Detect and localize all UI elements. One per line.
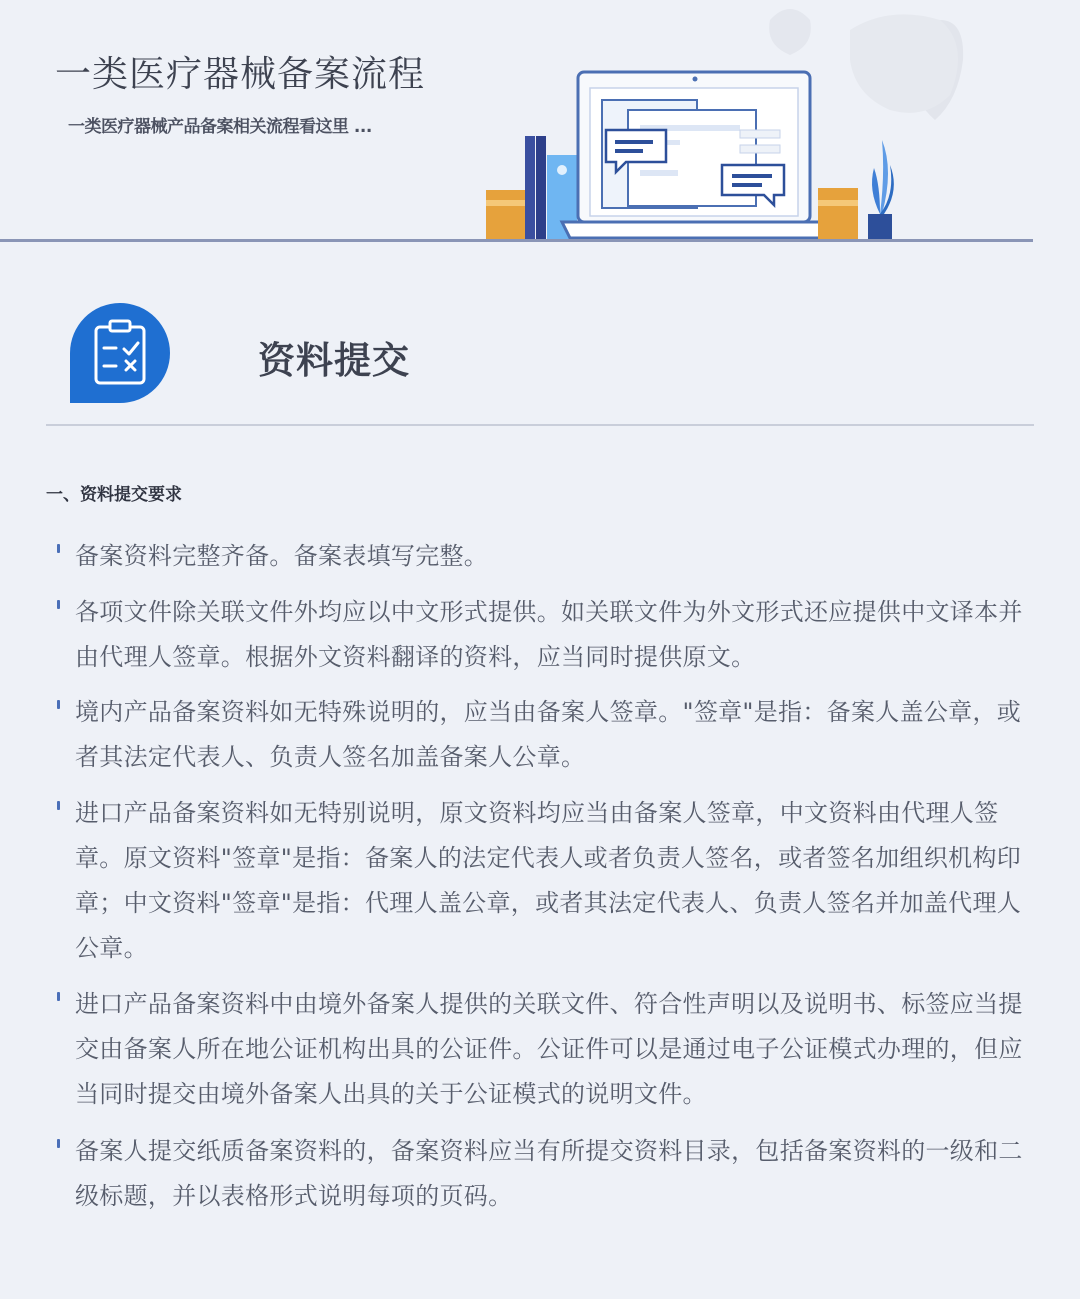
section-title: 资料提交 xyxy=(258,339,410,382)
bullet-icon xyxy=(57,1139,60,1148)
list-item xyxy=(75,791,1030,971)
header-banner xyxy=(0,0,1080,245)
list-item-text: 进口产品备案资料中由境外备案人提供的关联文件、符合性声明以及说明书、标签应当提交由备案人所在地公证机构出具的公证件。公证件可以是通过电子公证模式办理的，但应当同时提交由境外备案人出具的关于公证模式的说明文件。 xyxy=(75,990,1023,1108)
bullet-icon xyxy=(57,600,60,609)
list-item-text: 各项文件除关联文件外均应以中文形式提供。如关联文件为外文形式还应提供中文译本并由代理人签章。根据外文资料翻译的资料，应当同时提供原文。 xyxy=(75,598,1023,671)
bullet-icon xyxy=(57,700,60,709)
list-item xyxy=(75,982,1030,1117)
list-item xyxy=(75,690,1030,780)
list-item-text: 备案资料完整齐备。备案表填写完整。 xyxy=(75,542,489,570)
list-item-text: 进口产品备案资料如无特别说明，原文资料均应当由备案人签章，中文资料由代理人签章。原文资料"签章"是指：备案人的法定代表人或者负责人签名，或者签名加组织机构印章；中文资料"签章"是指：代理人盖公章，或者其法定代表人、负责人签名并加盖代理人公章。 xyxy=(75,799,1022,962)
bullet-icon xyxy=(57,992,60,1001)
laptop-illustration-icon xyxy=(470,0,1030,242)
bullet-icon xyxy=(57,801,60,810)
bullet-icon xyxy=(57,544,60,553)
clipboard-checklist-icon xyxy=(70,303,170,403)
list-item-text: 境内产品备案资料如无特殊说明的，应当由备案人签章。"签章"是指：备案人盖公章，或者其法定代表人、负责人签名加盖备案人公章。 xyxy=(75,698,1022,771)
list-item xyxy=(75,590,1030,680)
page-title: 一类医疗器械备案流程 xyxy=(55,54,426,95)
header-divider xyxy=(0,239,1033,242)
list-item xyxy=(75,1129,1030,1219)
list-item xyxy=(75,534,1030,579)
requirements-heading: 一、资料提交要求 xyxy=(46,485,182,505)
page-subtitle: 一类医疗器械产品备案相关流程看这里 ... xyxy=(68,117,372,137)
list-item-text: 备案人提交纸质备案资料的，备案资料应当有所提交资料目录，包括备案资料的一级和二级标题，并以表格形式说明每项的页码。 xyxy=(75,1137,1023,1210)
section-divider xyxy=(46,424,1034,426)
